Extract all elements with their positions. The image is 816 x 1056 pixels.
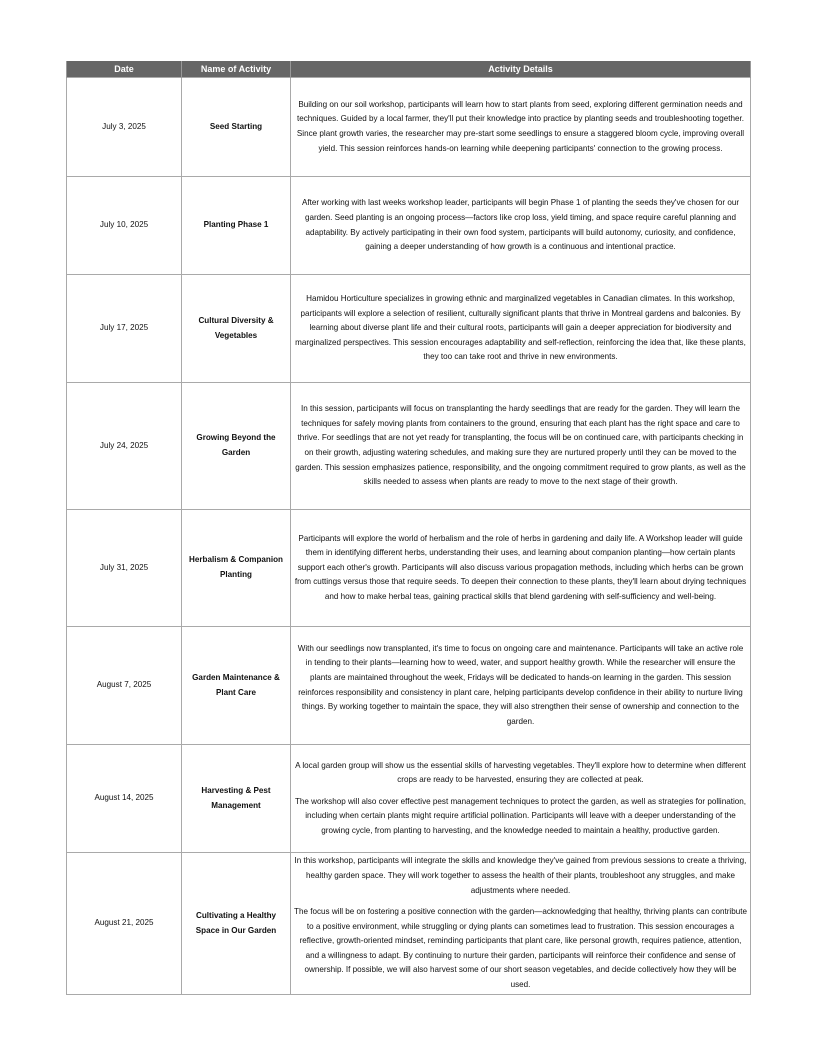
details-paragraph: A local garden group will show us the essential skills of harvesting vegetables. They'll explore how to determine when different crops are ready to be harvested, ensuring they are collected at peak. xyxy=(295,760,746,785)
details-paragraph: In this workshop, participants will integrate the skills and knowledge they've gained from previous sessions to create a thriving, healthy garden space. They will work together to assess the health of their plants, troubleshoot any struggles, and make adjustments where needed. xyxy=(294,856,747,895)
row-activity-details xyxy=(291,510,751,627)
table-row xyxy=(67,177,751,275)
row-activity-name: Cultivating a Healthy Space in Our Garden xyxy=(182,853,291,995)
row-date: July 24, 2025 xyxy=(67,383,182,510)
table-row xyxy=(67,510,751,627)
details-paragraph: In this session, participants will focus on transplanting the hardy seedlings that are ready for the garden. They will learn the techniques for safely moving plants from containers to the ground, ensuring that each plant has the right space and care to thrive. For seedlings that are not yet ready for transplanting, the focus will be on continued care, with participants checking in on their growth, adjusting watering schedules, and making sure they are nurtured properly until they can be moved to the garden. This session emphasizes patience, responsibility, and the ongoing commitment required to grow plants, as well as the skills needed to assess when plants are ready to move to the next stage of their growth. xyxy=(295,404,746,487)
row-activity-name: Cultural Diversity & Vegetables xyxy=(182,275,291,383)
row-date: July 10, 2025 xyxy=(67,177,182,275)
row-activity-name: Growing Beyond the Garden xyxy=(182,383,291,510)
details-paragraph: After working with last weeks workshop leader, participants will begin Phase 1 of planting the seeds they've chosen for our garden. Seed planting is an ongoing process—factors like crop loss, yield timing, and space require careful planning and adaptability. By actively participating in their own food system, participants will build autonomy, curiosity, and confidence, gaining a deeper understanding of how growth is a continuous and intentional practice. xyxy=(301,198,740,252)
details-paragraph: Building on our soil workshop, participants will learn how to start plants from seed, exploring different germination needs and techniques. Guided by a local farmer, they'll put their knowledge into practice by planting seeds and troubleshooting together. Since plant growth varies, the researcher may pre-start some seedlings to ensure a staggered bloom cycle, improving overall yield. This session reinforces hands-on learning while deepening participants' connection to the growing process. xyxy=(296,99,745,153)
header-activity-name: Name of Activity xyxy=(182,61,291,78)
table-row xyxy=(67,78,751,177)
row-activity-name: Garden Maintenance & Plant Care xyxy=(182,627,291,745)
table-row xyxy=(67,383,751,510)
table-row xyxy=(67,275,751,383)
row-activity-details xyxy=(291,177,751,275)
header-activity-details: Activity Details xyxy=(291,61,751,78)
row-date: August 14, 2025 xyxy=(67,745,182,853)
row-activity-details xyxy=(291,383,751,510)
row-date: July 3, 2025 xyxy=(67,78,182,177)
header-date: Date xyxy=(67,61,182,78)
details-paragraph: Participants will explore the world of herbalism and the role of herbs in gardening and daily life. A Workshop leader will guide them in identifying different herbs, understanding their uses, and learning about companion planting—how certain plants support each other's growth. Participants will also discuss various propagation methods, including which herbs can be grown from cuttings versus those that require seeds. To deepen their connection to these plants, they'll learn about drying techniques and how to make herbal teas, gaining practical skills that blend gardening with self-sufficiency and well-being. xyxy=(294,533,747,601)
row-date: July 31, 2025 xyxy=(67,510,182,627)
details-paragraph: Hamidou Horticulture specializes in growing ethnic and marginalized vegetables in Canadian climates. In this workshop, participants will explore a selection of resilient, culturally significant plants that thrive in Montreal gardens and balconies. By learning about diverse plant life and their cultural roots, participants will gain a deeper appreciation for biodiversity and marginalized perspectives. This session encourages adaptability and self-reflection, reinforcing the idea that, like these plants, they too can take root and thrive in new environments. xyxy=(295,294,746,362)
table-row xyxy=(67,627,751,745)
row-activity-details xyxy=(291,627,751,745)
table-header-row xyxy=(67,61,751,78)
row-date: August 21, 2025 xyxy=(67,853,182,995)
row-activity-name: Seed Starting xyxy=(182,78,291,177)
activity-schedule-table xyxy=(66,61,751,995)
details-paragraph: With our seedlings now transplanted, it's time to focus on ongoing care and maintenance. Participants will take an active role in tending to their plants—learning how to weed, water, and support healthy growth. While the researcher will ensure the plants are maintained throughout the week, Fridays will be dedicated to hands-on learning in the garden. This session reinforces responsibility and consistency in plant care, helping participants develop confidence in their ability to nurture living things. By working together to maintain the space, they will also strengthen their sense of ownership and connection to the garden. xyxy=(297,643,744,726)
row-date: July 17, 2025 xyxy=(67,275,182,383)
row-activity-details xyxy=(291,78,751,177)
row-activity-details xyxy=(291,853,751,995)
row-activity-name: Planting Phase 1 xyxy=(182,177,291,275)
details-paragraph: The focus will be on fostering a positive connection with the garden—acknowledging that healthy, thriving plants can contribute to a positive environment, while struggling or dying plants can sometimes lead to frustration. This session encourages a reflective, growth-oriented mindset, reminding participants that plant care, like personal growth, requires patience, attention, and a willingness to adapt. By continuing to nurture their garden, participants will reinforce their confidence and sense of ownership. If possible, we will also harvest some of our short season vegetables, and decide collectively how they will be used. xyxy=(294,907,747,990)
details-paragraph: The workshop will also cover effective pest management techniques to protect the garden, as well as strategies for pollination, including when certain plants might require artificial pollination. Participants will leave with a deeper understanding of the growing cycle, from planting to harvesting, and the knowledge needed to maintain a healthy, productive garden. xyxy=(294,796,747,835)
table-row xyxy=(67,745,751,853)
row-activity-details xyxy=(291,275,751,383)
row-activity-name: Harvesting & Pest Management xyxy=(182,745,291,853)
row-date: August 7, 2025 xyxy=(67,627,182,745)
row-activity-details xyxy=(291,745,751,853)
row-activity-name: Herbalism & Companion Planting xyxy=(182,510,291,627)
table-row xyxy=(67,853,751,995)
